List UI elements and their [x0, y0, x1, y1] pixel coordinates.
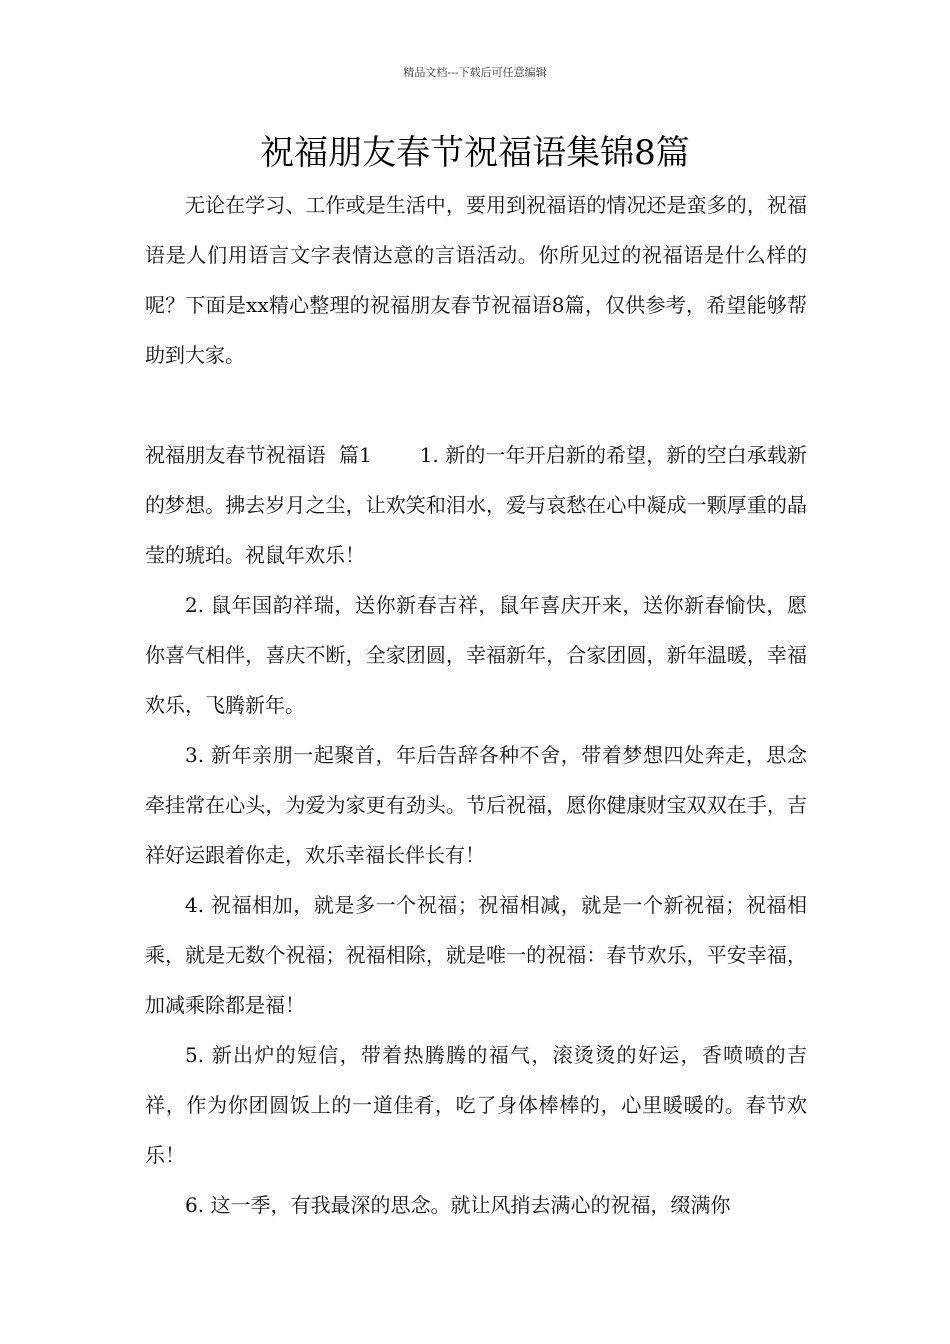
intro-paragraph: 无论在学习、工作或是生活中，要用到祝福语的情况还是蛮多的，祝福语是人们用语言文字表情达意的言语活动。你所见过的祝福语是什么样的呢？下面是xx精心整理的祝福朋友春节祝福语8篇，仅供参考，希望能够帮助到大家。 [145, 193, 807, 367]
blessing-item-6: 6. 这一季，有我最深的思念。就让风捎去满心的祝福，缀满你 [185, 1193, 731, 1217]
paragraph-gap [145, 380, 807, 430]
section-heading: 祝福朋友春节祝福语 篇1 [145, 443, 372, 467]
blessing-item-3: 3. 新年亲朋一起聚首，年后告辞各种不舍，带着梦想四处奔走，思念牵挂常在心头，为爱为家更有劲头。节后祝福，愿你健康财宝双双在手，吉祥好运跟着你走，欢乐幸福长伴长有！ [145, 743, 807, 867]
blessing-item-4: 4. 祝福相加，就是多一个祝福；祝福相减，就是一个新祝福；祝福相乘，就是无数个祝福；祝福相除，就是唯一的祝福：春节欢乐，平安幸福，加减乘除都是福！ [145, 893, 807, 1017]
blessing-item-2: 2. 鼠年国韵祥瑞，送你新春吉祥，鼠年喜庆开来，送你新春愉快，愿你喜气相伴，喜庆不断，全家团圆，幸福新年，合家团圆，新年温暖，幸福欢乐，飞腾新年。 [145, 593, 807, 717]
document-title: 祝福朋友春节祝福语集锦8篇 [260, 133, 690, 173]
blessing-item-1: 1. 新的一年开启新的希望，新的空白承载新的梦想。拂去岁月之尘，让欢笑和泪水，爱与哀愁在心中凝成一颗厚重的晶莹的琥珀。祝鼠年欢乐！ [145, 443, 807, 567]
blessing-item-5: 5. 新出炉的短信，带着热腾腾的福气，滚烫烫的好运，香喷喷的吉祥，作为你团圆饭上的一道佳肴，吃了身体棒棒的，心里暖暖的。春节欢乐！ [145, 1043, 807, 1167]
document-body [145, 180, 807, 1230]
header-note: 精品文档---下载后可任意编辑 [403, 66, 547, 79]
section-1-first-paragraph [145, 430, 807, 580]
